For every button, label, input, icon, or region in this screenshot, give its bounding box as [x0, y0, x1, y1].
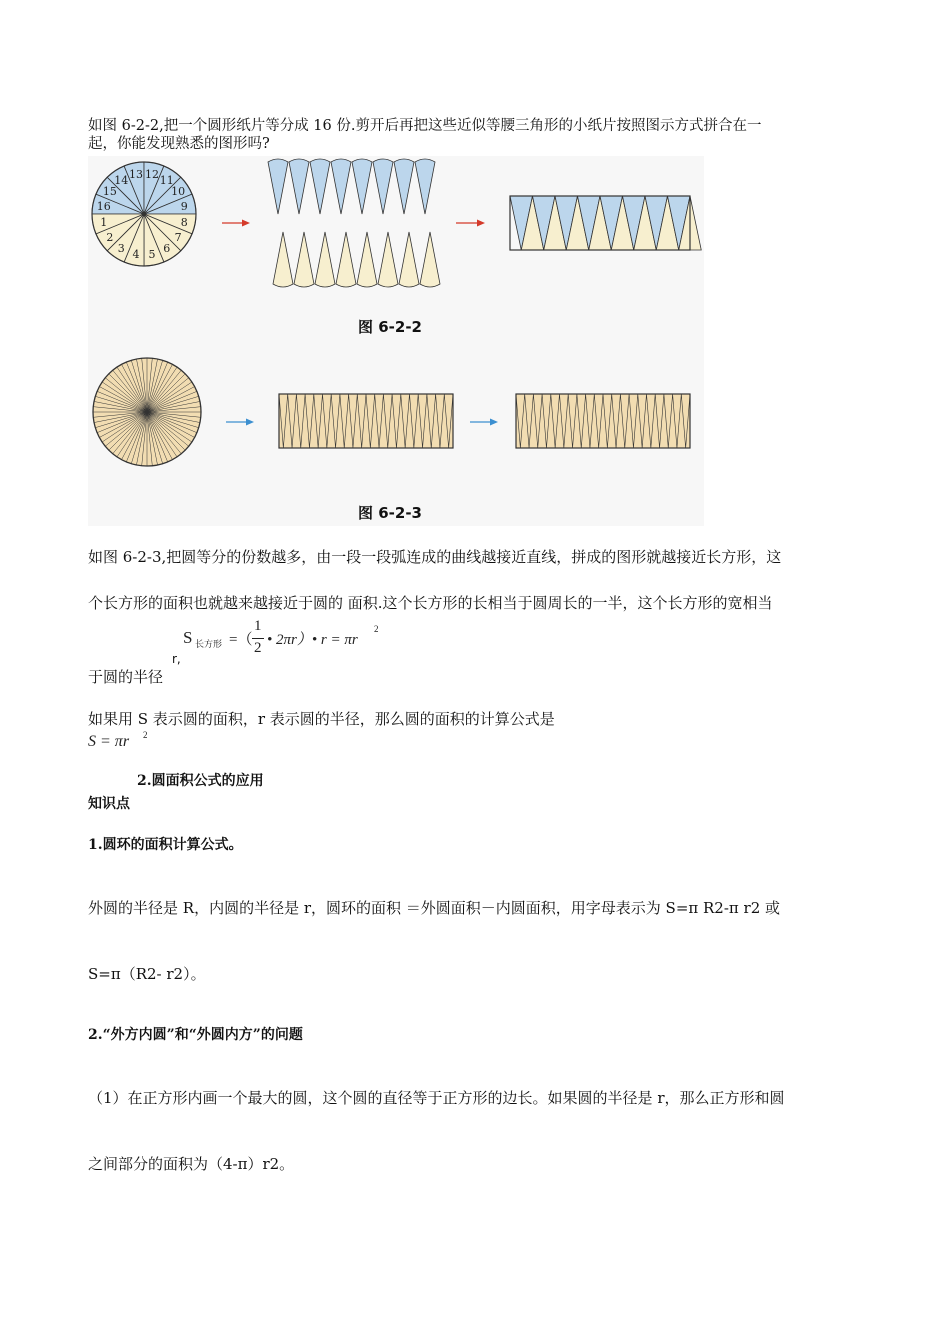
sector-label: 15 [102, 185, 117, 199]
item2-line-1: （1）在正方形内画一个最大的圆，这个圆的直径等于正方形的边长。如果圆的半径是 r，那么正方形和圆 [88, 1089, 785, 1107]
sector-label: 9 [180, 200, 188, 214]
intro-line-1: 如图 6-2-2,把一个圆形纸片等分成 16 份.剪开后再把这些近似等腰三角形的小纸片按照图示方式拼合在一 [88, 118, 762, 134]
sector-piece-top [352, 159, 372, 214]
para1-line-1: 如图 6-2-3,把圆等分的份数越多，由一段一段弧连成的曲线越接近直线，拼成的图形就越接近长方形，这 [88, 548, 782, 566]
rect-area-formula [183, 618, 403, 664]
fraction-bar [252, 638, 264, 639]
sector-label: 11 [159, 173, 174, 187]
figure-caption-6-2-2: 图 6-2-2 [358, 318, 422, 336]
sector-piece-bottom [294, 232, 314, 287]
item1-line-1: 外圆的半径是 R，内圆的半径是 r，圆环的面积 ＝外圆面积－内圆面积，用字母表示为 S=π R2-π r2 或 [88, 899, 781, 917]
para1-line-2: 个长方形的面积也就越来越接近于圆的 面积.这个长方形的长相当于圆周长的一半，这个长方形的宽相当 [88, 594, 773, 612]
sector-label: 2 [106, 230, 114, 244]
item2-title: 2.“外方内圆”和“外圆内方”的问题 [88, 1027, 303, 1043]
sector-label: 3 [117, 242, 125, 256]
approx-rectangle-1 [279, 394, 453, 448]
figure-illustration [88, 156, 704, 526]
formula-den: 2 [254, 640, 262, 656]
sector-label: 14 [114, 173, 129, 187]
circle-area-formula [88, 730, 168, 755]
formula-mid: • 2πr）• r = πr [267, 632, 358, 648]
formula-eq: =（ [229, 632, 253, 648]
arrow-blue-2-head [490, 419, 498, 426]
arrow-right-2-head [477, 220, 485, 227]
intro-line-2: 起，你能发现熟悉的图形吗? [88, 136, 270, 152]
formula-sub: 长方形 [195, 639, 223, 649]
sector-piece-top [289, 159, 309, 214]
sector-label: 6 [163, 242, 171, 256]
sector-label: 13 [129, 167, 144, 181]
sector-piece-top [373, 159, 393, 214]
circle-formula-exp: 2 [143, 730, 148, 740]
sector-label: 10 [171, 185, 186, 199]
approx-rectangle-2 [516, 394, 690, 448]
figure-panel [88, 156, 704, 526]
formula-exp: 2 [374, 624, 379, 634]
para1-line-3: 于圆的半径 [88, 668, 164, 686]
sector-piece-top [415, 159, 435, 214]
section-heading: 2.圆面积公式的应用 [137, 773, 264, 789]
sector-label: 16 [96, 200, 111, 214]
sector-label: 5 [148, 248, 156, 262]
para1-r-label: r, [172, 652, 181, 666]
sector-piece-bottom [273, 232, 293, 287]
sector-label: 12 [144, 167, 159, 181]
sector-label: 1 [100, 215, 108, 229]
sector-piece-top [268, 159, 288, 214]
sector-label: 8 [180, 215, 188, 229]
sector-piece-bottom [336, 232, 356, 287]
circle-formula-text: S = πr [88, 733, 130, 750]
item1-title: 1.圆环的面积计算公式。 [88, 837, 243, 853]
formula-s: S [183, 628, 193, 647]
figure-caption-6-2-3: 图 6-2-3 [358, 504, 422, 522]
sector-piece-bottom [399, 232, 419, 287]
sector-piece-bottom [315, 232, 335, 287]
item2-line-2: 之间部分的面积为（4-π）r2。 [88, 1155, 295, 1173]
knowledge-label: 知识点 [88, 796, 130, 812]
sector-piece-bottom [357, 232, 377, 287]
sector-piece-bottom [378, 232, 398, 287]
sector-piece-top [394, 159, 414, 214]
sector-piece-bottom [420, 232, 440, 287]
formula-num: 1 [254, 618, 262, 634]
arrow-blue-1-head [246, 419, 254, 426]
sector-piece-top [331, 159, 351, 214]
sector-label: 4 [132, 248, 140, 262]
arrow-right-1-head [242, 220, 250, 227]
para2-line: 如果用 S 表示圆的面积，r 表示圆的半径，那么圆的面积的计算公式是 [88, 710, 555, 728]
sector-label: 7 [174, 230, 182, 244]
item1-line-2: S=π（R2- r2）。 [88, 965, 206, 983]
sector-piece-top [310, 159, 330, 214]
